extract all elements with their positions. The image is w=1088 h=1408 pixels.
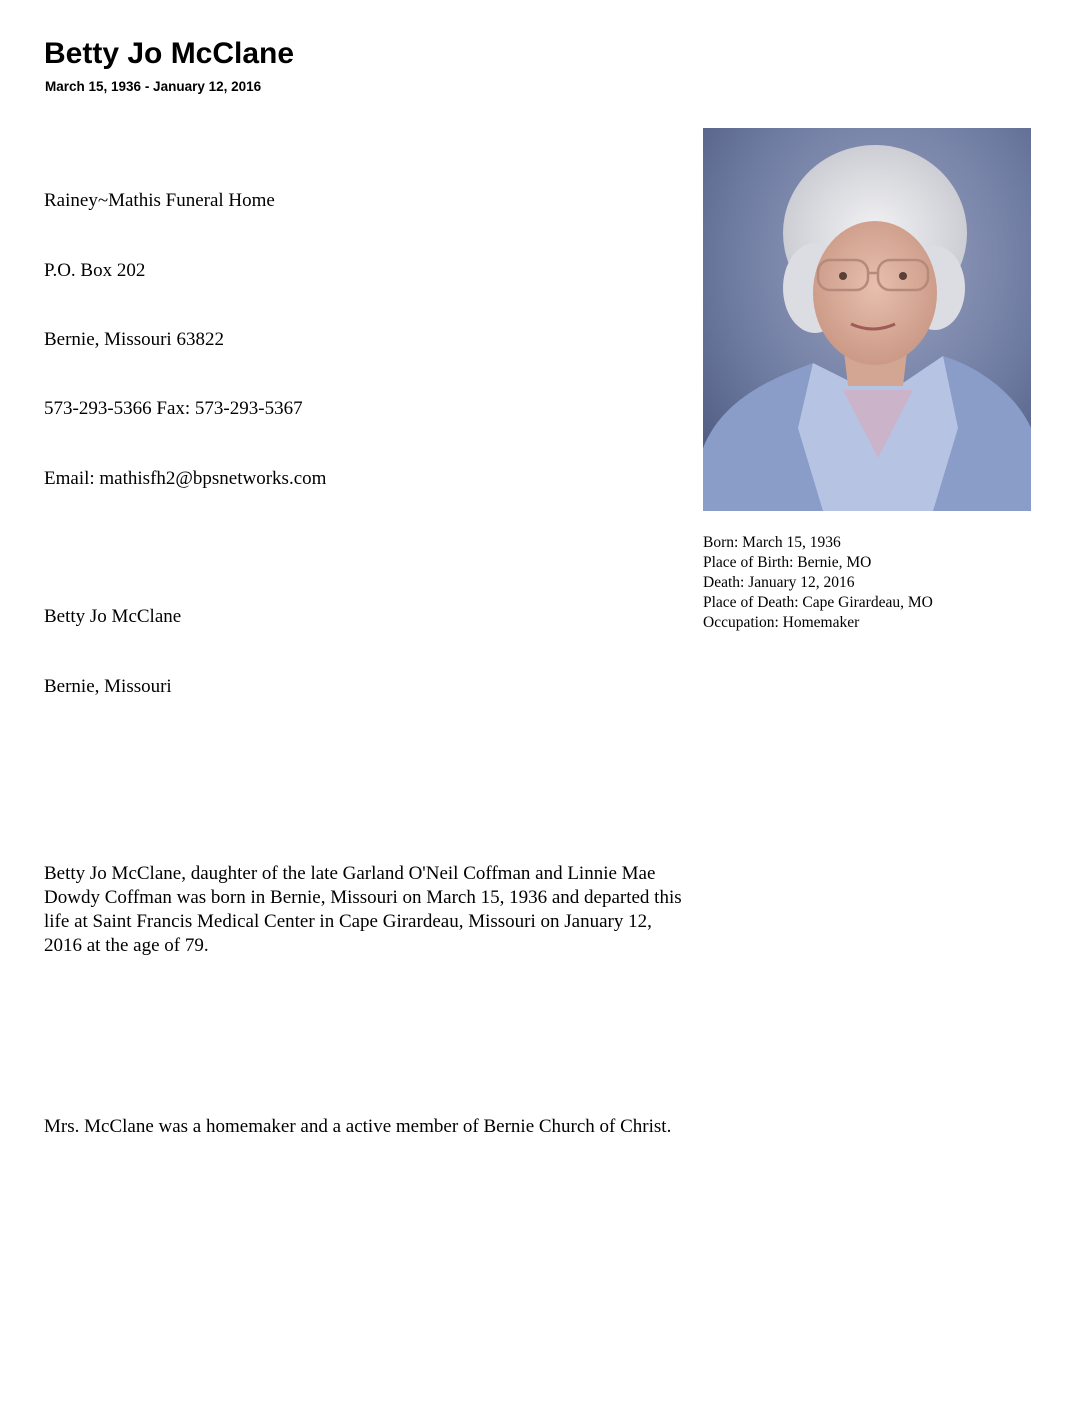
fact-place-of-death: Place of Death: Cape Girardeau, MO	[703, 594, 933, 611]
funeral-home-city: Bernie, Missouri 63822	[44, 329, 224, 350]
vital-facts	[703, 533, 933, 633]
portrait-photo	[703, 128, 1031, 511]
funeral-home-name: Rainey~Mathis Funeral Home	[44, 190, 275, 211]
fact-occupation: Occupation: Homemaker	[703, 614, 860, 631]
obituary-paragraph-1: Betty Jo McClane, daughter of the late Garland O'Neil Coffman and Linnie Mae Dowdy Coffman was born in Bernie, Missouri on March 15, 1936 and departed this life at Saint Francis Medical Center in Cape Girardeau, Missouri on January 12, 2016 at the age of 79.	[44, 863, 682, 956]
page-title: Betty Jo McClane	[44, 37, 295, 70]
deceased-name: Betty Jo McClane	[44, 606, 182, 627]
obituary-paragraph-2: Mrs. McClane was a homemaker and a active member of Bernie Church of Christ.	[44, 1116, 672, 1137]
funeral-home-po-box: P.O. Box 202	[44, 260, 146, 281]
fact-place-of-birth: Place of Birth: Bernie, MO	[703, 554, 872, 571]
fact-death: Death: January 12, 2016	[703, 574, 855, 591]
fact-born: Born: March 15, 1936	[703, 534, 841, 551]
life-dates: March 15, 1936 - January 12, 2016	[45, 79, 262, 94]
deceased-hometown: Bernie, Missouri	[44, 676, 172, 697]
funeral-home-email: Email: mathisfh2@bpsnetworks.com	[44, 468, 327, 489]
funeral-home-phone-fax: 573-293-5366 Fax: 573-293-5367	[44, 398, 303, 419]
